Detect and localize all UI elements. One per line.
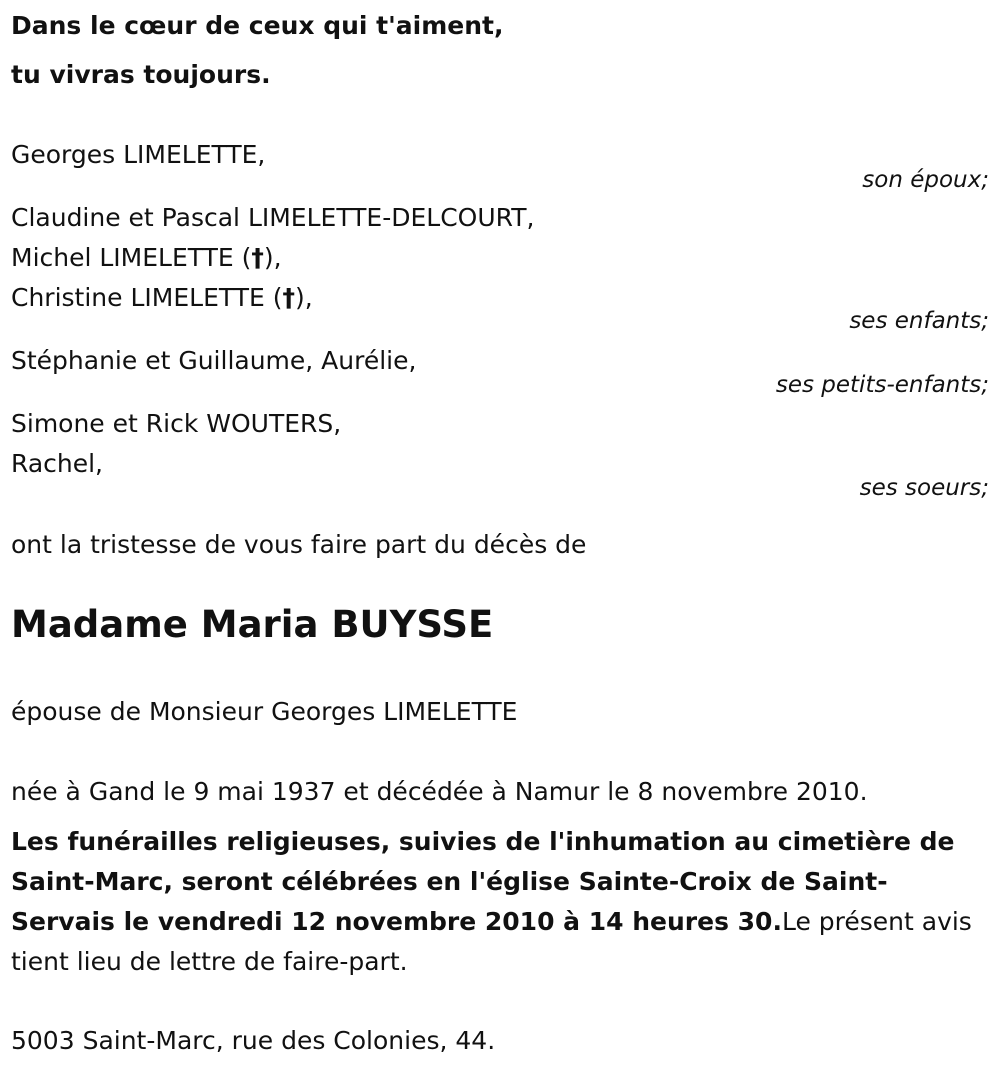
sisters-role: ses soeurs; xyxy=(859,475,989,501)
grandchildren-names: Stéphanie et Guillaume, Aurélie, xyxy=(11,346,417,375)
epitaph-line-1: Dans le cœur de ceux qui t'aiment, xyxy=(11,11,504,40)
grandchildren-role: ses petits-enfants; xyxy=(775,372,989,398)
child-name-3-text: Christine LIMELETTE ( xyxy=(11,283,283,312)
children-role: ses enfants; xyxy=(849,308,989,334)
sister-name-1: Simone et Rick WOUTERS, xyxy=(11,409,342,438)
child-name-2 xyxy=(11,238,282,278)
address: 5003 Saint-Marc, rue des Colonies, 44. xyxy=(11,1026,496,1055)
cross-icon: † xyxy=(282,283,295,312)
funeral-note: Le présent avis tient lieu de lettre de faire-part. xyxy=(11,907,972,976)
spouse-line: épouse de Monsieur Georges LIMELETTE xyxy=(11,697,518,726)
birth-death-line: née à Gand le 9 mai 1937 et décédée à Namur le 8 novembre 2010. xyxy=(11,777,868,806)
epitaph-line-2: tu vivras toujours. xyxy=(11,60,271,89)
child-name-1: Claudine et Pascal LIMELETTE-DELCOURT, xyxy=(11,203,535,232)
funeral-details: Les funérailles religieuses, suivies de l'inhumation au cimetière de Saint-Marc, seront célébrées en l'église Sainte-Croix de Saint-Servais le vendredi 12 novembre 2010 à 14 heures 30. xyxy=(11,827,955,936)
child-name-2-after: ), xyxy=(263,243,282,272)
child-name-3-after: ), xyxy=(294,283,313,312)
funeral-paragraph xyxy=(11,822,986,982)
cross-icon: † xyxy=(251,243,264,272)
deceased-name: Madame Maria BUYSSE xyxy=(11,603,494,646)
spouse-name: Georges LIMELETTE, xyxy=(11,140,266,169)
child-name-3 xyxy=(11,278,313,318)
spouse-role: son époux; xyxy=(862,167,989,193)
announcement: ont la tristesse de vous faire part du décès de xyxy=(11,530,587,559)
child-name-2-text: Michel LIMELETTE ( xyxy=(11,243,252,272)
sister-name-2: Rachel, xyxy=(11,449,104,478)
